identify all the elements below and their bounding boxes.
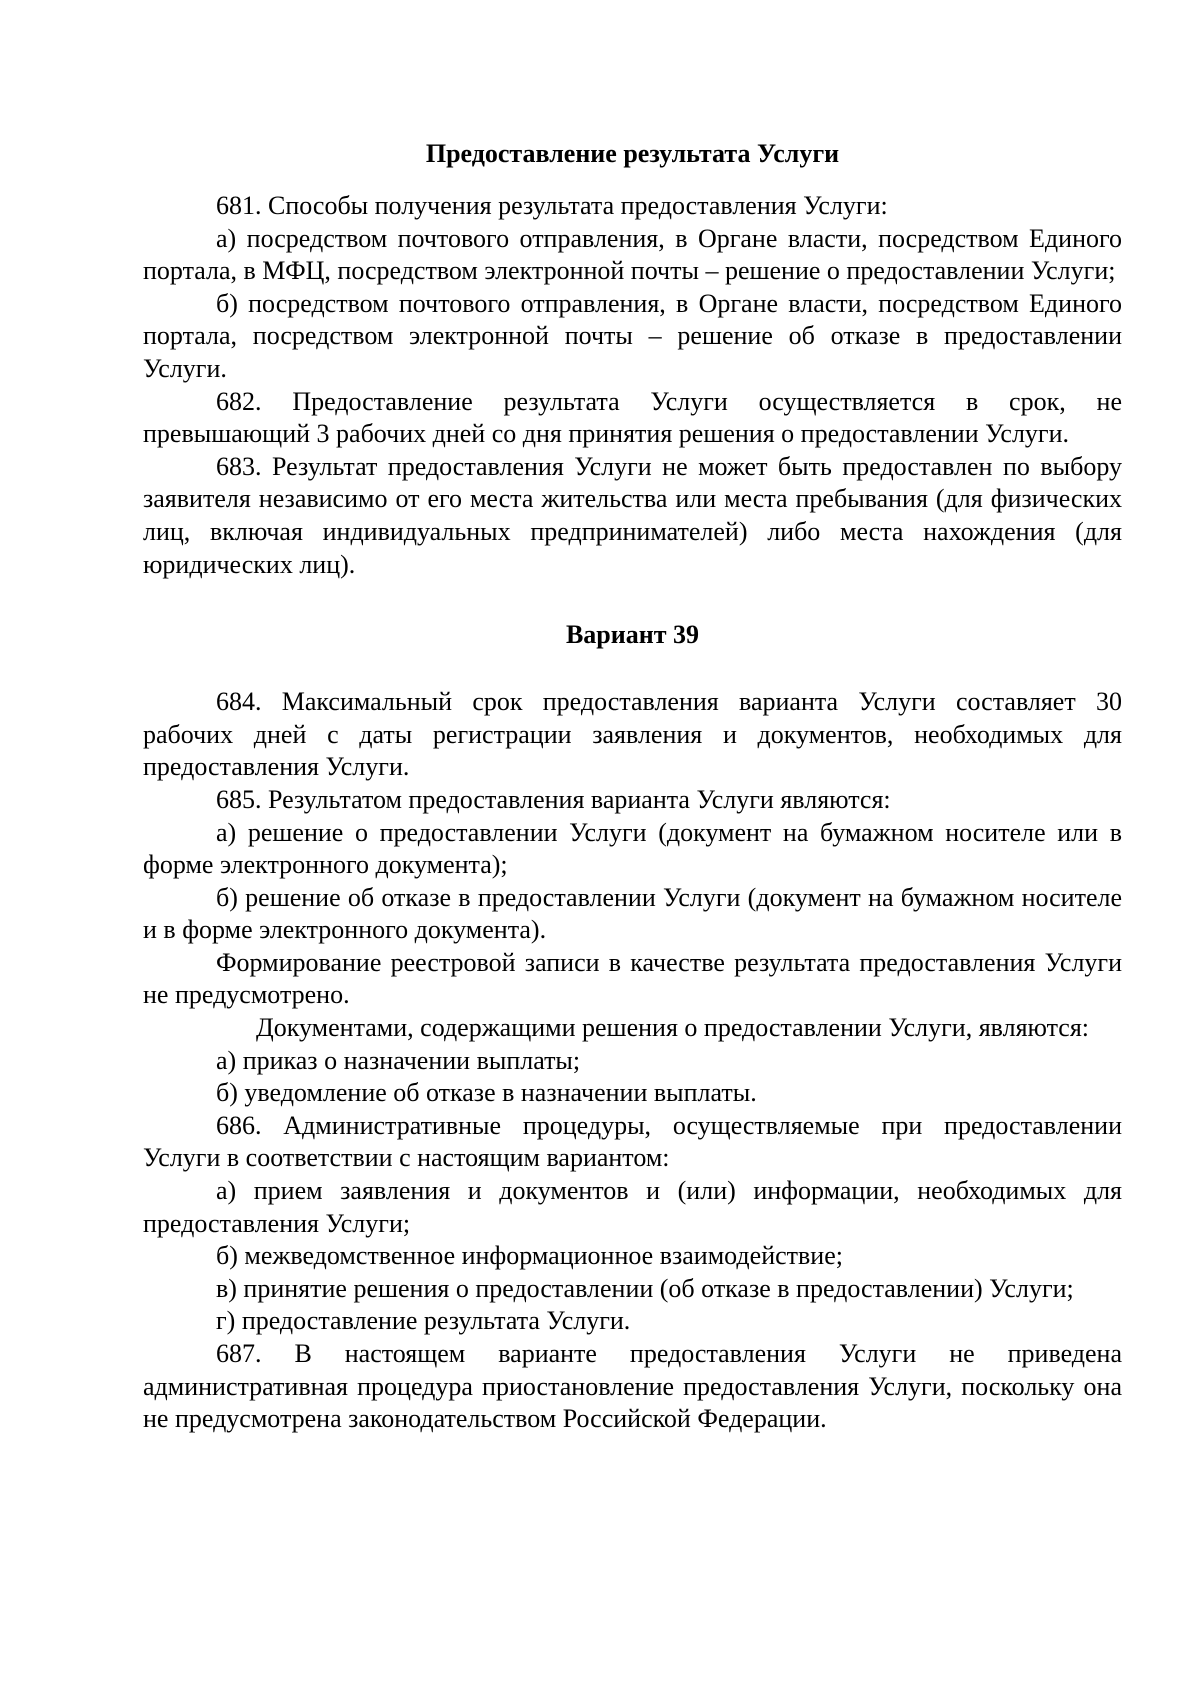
paragraph-682: 682. Предоставление результата Услуги осуществляется в срок, не превышающий 3 рабочих дней со дня принятия решения о предоставлении Услуги. — [143, 386, 1122, 449]
section-heading-variant: Вариант 39 — [565, 620, 700, 650]
paragraph-documents: Документами, содержащими решения о предоставлении Услуги, являются: — [256, 1013, 1090, 1043]
paragraph-681-b: б) посредством почтового отправления, в Органе власти, посредством Единого портала, посредством электронной почты – решение об отказе в предоставлении Услуги. — [143, 288, 1122, 383]
paragraph-681: 681. Способы получения результата предоставления Услуги: — [216, 191, 888, 220]
paragraph-685-b: б) решение об отказе в предоставлении Услуги (документ на бумажном носителе и в форме электронного документа). — [143, 882, 1122, 945]
paragraph-685-a: а) решение о предоставлении Услуги (документ на бумажном носителе или в форме электронного документа); — [143, 817, 1122, 880]
paragraph-686-c: в) принятие решения о предоставлении (об отказе в предоставлении) Услуги; — [216, 1273, 1074, 1303]
paragraph-683: 683. Результат предоставления Услуги не может быть предоставлен по выбору заявителя независимо от его места жительства или места пребывания (для физических лиц, включая индивидуальных предпринимателей) либо места нахождения (для юридических лиц). — [143, 451, 1122, 579]
paragraph-documents-b: б) уведомление об отказе в назначении выплаты. — [216, 1078, 757, 1108]
paragraph-686: 686. Административные процедуры, осуществляемые при предоставлении Услуги в соответствии с настоящим вариантом: — [143, 1110, 1122, 1173]
paragraph-documents-a: а) приказ о назначении выплаты; — [216, 1045, 581, 1075]
paragraph-registry: Формирование реестровой записи в качестве результата предоставления Услуги не предусмотрено. — [143, 947, 1122, 1010]
paragraph-685: 685. Результатом предоставления варианта Услуги являются: — [216, 784, 891, 814]
paragraph-681-a: а) посредством почтового отправления, в Органе власти, посредством Единого портала, в МФЦ, посредством электронной почты – решение о предоставлении Услуги; — [143, 223, 1122, 286]
paragraph-687: 687. В настоящем варианте предоставления Услуги не приведена административная процедура приостановление предоставления Услуги, поскольку она не предусмотрена законодательством Российской Федерации. — [143, 1339, 1122, 1434]
paragraph-684: 684. Максимальный срок предоставления варианта Услуги составляет 30 рабочих дней с даты регистрации заявления и документов, необходимых для предоставления Услуги. — [143, 687, 1122, 782]
document-body — [143, 138, 1122, 1436]
paragraph-686-b: б) межведомственное информационное взаимодействие; — [216, 1241, 843, 1271]
section-heading-result: Предоставление результата Услуги — [425, 139, 840, 168]
paragraph-686-d: г) предоставление результата Услуги. — [216, 1306, 631, 1336]
paragraph-686-a: а) прием заявления и документов и (или) информации, необходимых для предоставления Услуги; — [143, 1176, 1122, 1238]
